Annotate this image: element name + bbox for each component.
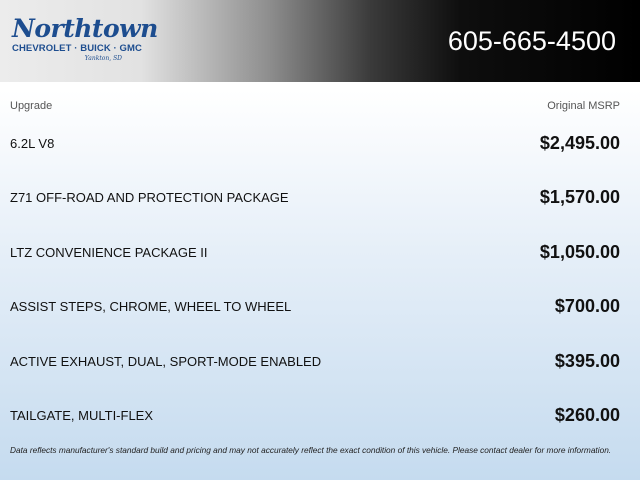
upgrade-row <box>0 388 640 442</box>
upgrade-name: LTZ CONVENIENCE PACKAGE II <box>10 244 208 260</box>
upgrade-name: 6.2L V8 <box>10 136 55 151</box>
upgrade-price: $2,495.00 <box>539 133 620 153</box>
upgrade-row <box>0 225 640 279</box>
dealer-phone-number: 605-665-4500 <box>447 26 616 56</box>
upgrade-row <box>0 170 640 224</box>
upgrade-name: ACTIVE EXHAUST, DUAL, SPORT-MODE ENABLED <box>10 353 322 369</box>
upgrade-name: ASSIST STEPS, CHROME, WHEEL TO WHEEL <box>10 299 292 315</box>
upgrade-row <box>0 334 640 388</box>
upgrades-list <box>0 116 640 442</box>
logo-city-text: Yankton, SD <box>84 55 122 62</box>
logo-script-text: Northtown <box>12 14 158 43</box>
dealer-logo <box>12 14 158 66</box>
logo-brands-text: CHEVROLET · BUICK · GMC <box>12 43 143 54</box>
upgrade-name: TAILGATE, MULTI-FLEX <box>10 407 154 423</box>
upgrade-price: $260.00 <box>554 404 620 425</box>
upgrade-price: $1,570.00 <box>539 187 620 208</box>
upgrade-row <box>0 116 640 170</box>
upgrade-price: $395.00 <box>554 350 620 371</box>
upgrade-price: $700.00 <box>554 296 620 317</box>
header-banner <box>0 0 640 82</box>
upgrade-column-header: Upgrade <box>10 100 53 112</box>
disclaimer-text: Data reflects manufacturer's standard build and pricing and may not accurately reflect the exact condition of this vehicle. Please contact dealer for more information. <box>10 445 612 455</box>
msrp-column-header: Original MSRP <box>547 100 620 112</box>
upgrade-row <box>0 279 640 333</box>
upgrade-name: Z71 OFF-ROAD AND PROTECTION PACKAGE <box>10 190 289 206</box>
upgrade-price: $1,050.00 <box>539 241 620 262</box>
